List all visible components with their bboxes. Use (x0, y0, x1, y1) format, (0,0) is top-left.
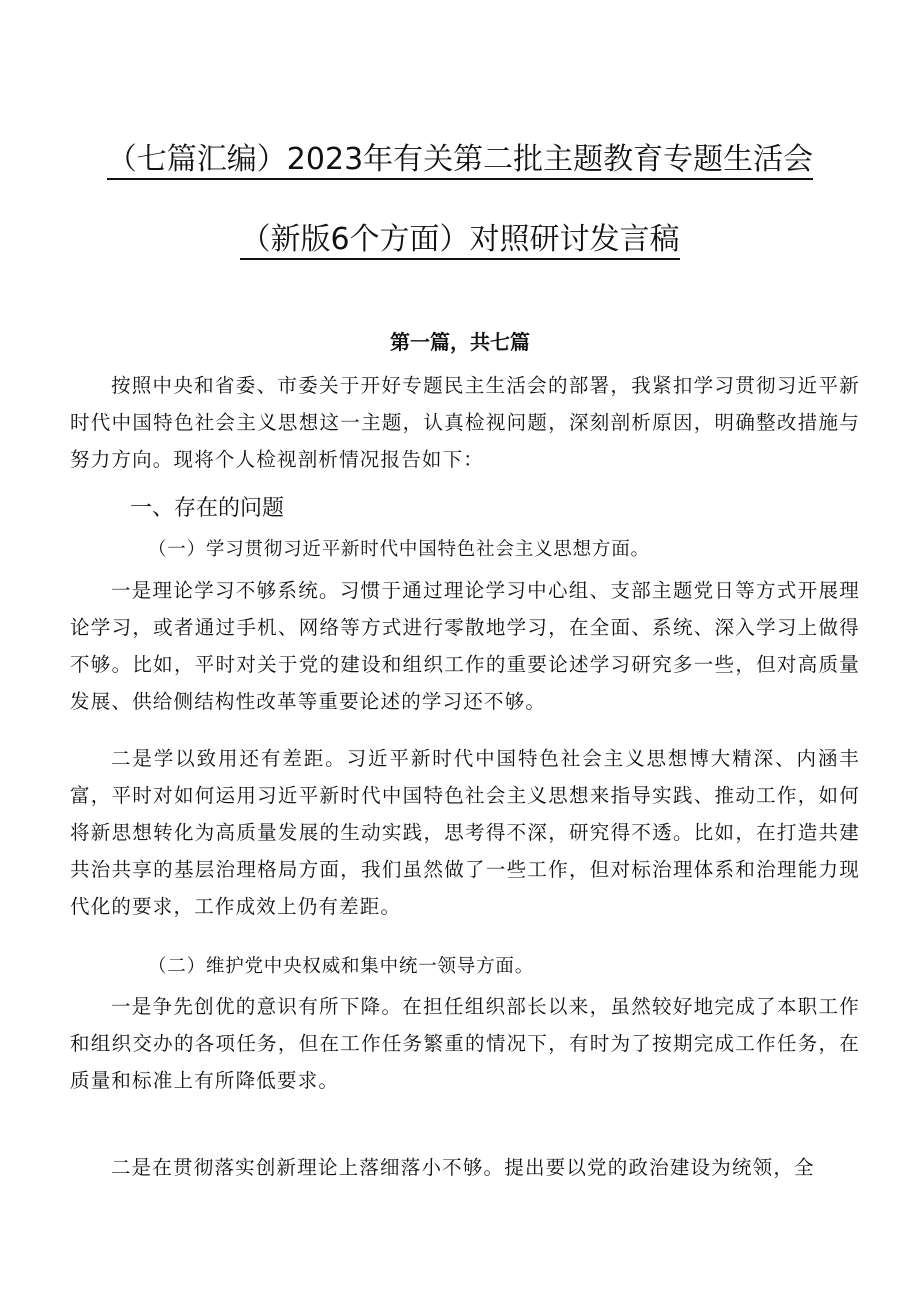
paragraph-implementation: 二是在贯彻落实创新理论上落细落小不够。提出要以党的政治建设为统领，全 (110, 1156, 815, 1179)
document-title-line1 (0, 140, 920, 180)
title-text-1: （七篇汇编）2023年有关第二批主题教育专题生活会 (107, 142, 813, 180)
section-heading-problems: 一、存在的问题 (130, 496, 285, 521)
part-heading: 第一篇，共七篇 (390, 330, 530, 354)
sub-heading-study: （一）学习贯彻习近平新时代中国特色社会主义思想方面。 (148, 539, 650, 560)
paragraph-application-gap: 二是学以致用还有差距。习近平新时代中国特色社会主义思想博大精深、内涵丰富，平时对如何运用习近平新时代中国特色社会主义思想来指导实践、推动工作，如何将新思想转化为高质量发展的生动实践，思考得不深，研究得不透。比如，在打造共建共治共享的基层治理格局方面，我们虽然做了一些工作，但对标治理体系和治理能力现代化的要求，工作成效上仍有差距。 (70, 747, 860, 918)
title-text-2: （新版6个方面）对照研讨发言稿 (240, 222, 679, 260)
intro-paragraph: 按照中央和省委、市委关于开好专题民主生活会的部署，我紧扣学习贯彻习近平新时代中国特色社会主义思想这一主题，认真检视问题，深刻剖析原因，明确整改措施与努力方向。现将个人检视剖析情况报告如下： (70, 374, 860, 471)
sub-heading-authority: （二）维护党中央权威和集中统一领导方面。 (148, 956, 535, 977)
paragraph-excellence-awareness: 一是争先创优的意识有所下降。在担任组织部长以来，虽然较好地完成了本职工作和组织交办的各项任务，但在工作任务繁重的情况下，有时为了按期完成工作任务，在质量和标准上有所降低要求。 (70, 995, 860, 1092)
document-title-line2 (0, 220, 920, 260)
paragraph-theory-study: 一是理论学习不够系统。习惯于通过理论学习中心组、支部主题党日等方式开展理论学习，或者通过手机、网络等方式进行零散地学习，在全面、系统、深入学习上做得不够。比如，平时对关于党的建设和组织工作的重要论述学习研究多一些，但对高质量发展、供给侧结构性改革等重要论述的学习还不够。 (70, 579, 860, 713)
